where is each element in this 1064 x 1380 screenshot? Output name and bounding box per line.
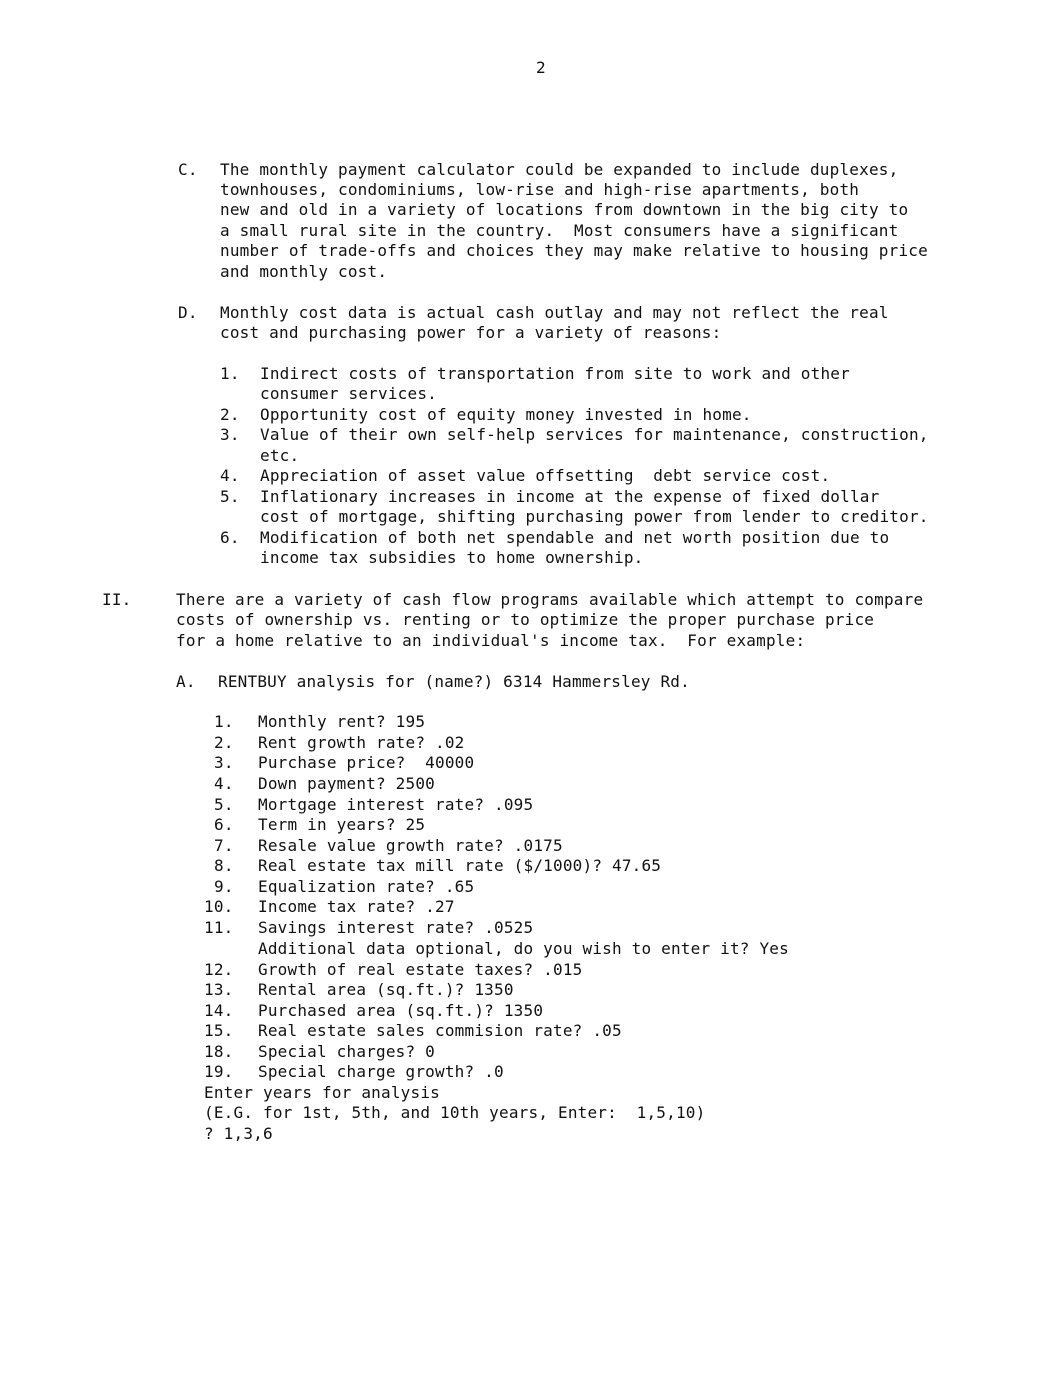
reason-number: 6. [220, 528, 240, 547]
prompt-text: Equalization rate? .65 [258, 877, 475, 896]
analysis-footer-line: (E.G. for 1st, 5th, and 10th years, Enter: 1,5,10) [204, 1103, 706, 1122]
reason-number: 3. [220, 425, 240, 444]
prompt-number: 12. [204, 960, 234, 979]
prompt-number: 2. [214, 733, 234, 752]
prompt-number: 19. [204, 1062, 234, 1081]
analysis-footer-line: ? 1,3,6 [204, 1124, 273, 1143]
reason-text: income tax subsidies to home ownership. [260, 548, 644, 567]
prompt-number: 11. [204, 918, 234, 937]
prompt-number: 10. [204, 897, 234, 916]
reason-number: 5. [220, 487, 240, 506]
section-a-label: A. [176, 672, 196, 691]
prompt-number: 15. [204, 1021, 234, 1040]
prompt-text: Rental area (sq.ft.)? 1350 [258, 980, 514, 999]
section-c-line: new and old in a variety of locations from downtown in the big city to [220, 200, 909, 219]
prompt-number: 5. [214, 795, 234, 814]
prompt-number: 3. [214, 753, 234, 772]
prompt-text: Purchased area (sq.ft.)? 1350 [258, 1001, 544, 1020]
section-c-label: C. [178, 160, 198, 179]
section-c-line: townhouses, condominiums, low-rise and high-rise apartments, both [220, 180, 860, 199]
prompt-number: 13. [204, 980, 234, 999]
section-ii-line: There are a variety of cash flow programs available which attempt to compare [176, 590, 924, 609]
prompt-text: Real estate sales commision rate? .05 [258, 1021, 622, 1040]
prompt-text: Down payment? 2500 [258, 774, 435, 793]
prompt-number: 1. [214, 712, 234, 731]
reason-text: consumer services. [260, 384, 437, 403]
prompt-number: 9. [214, 877, 234, 896]
prompt-number: 7. [214, 836, 234, 855]
reason-text: Inflationary increases in income at the expense of fixed dollar [260, 487, 880, 506]
prompt-text: Rent growth rate? .02 [258, 733, 465, 752]
prompt-text: Purchase price? 40000 [258, 753, 475, 772]
section-d-label: D. [178, 303, 198, 322]
reason-text: Appreciation of asset value offsetting debt service cost. [260, 466, 831, 485]
section-c-line: The monthly payment calculator could be expanded to include duplexes, [220, 160, 899, 179]
prompt-number: 6. [214, 815, 234, 834]
prompt-text: Additional data optional, do you wish to enter it? Yes [258, 939, 789, 958]
section-ii-line: for a home relative to an individual's income tax. For example: [176, 631, 806, 650]
prompt-text: Special charges? 0 [258, 1042, 435, 1061]
reason-text: Opportunity cost of equity money invested in home. [260, 405, 752, 424]
prompt-text: Special charge growth? .0 [258, 1062, 504, 1081]
prompt-text: Savings interest rate? .0525 [258, 918, 534, 937]
prompt-number: 8. [214, 856, 234, 875]
prompt-number: 18. [204, 1042, 234, 1061]
section-ii-line: costs of ownership vs. renting or to optimize the proper purchase price [176, 610, 875, 629]
reason-number: 4. [220, 466, 240, 485]
reason-text: Value of their own self-help services for maintenance, construction, [260, 425, 929, 444]
reason-text: cost of mortgage, shifting purchasing power from lender to creditor. [260, 507, 929, 526]
section-c-line: a small rural site in the country. Most consumers have a significant [220, 221, 899, 240]
reason-text: Indirect costs of transportation from site to work and other [260, 364, 850, 383]
section-c-line: number of trade-offs and choices they may make relative to housing price [220, 241, 928, 260]
analysis-footer-line: Enter years for analysis [204, 1083, 440, 1102]
prompt-text: Resale value growth rate? .0175 [258, 836, 563, 855]
prompt-text: Income tax rate? .27 [258, 897, 455, 916]
prompt-number: 4. [214, 774, 234, 793]
reason-text: Modification of both net spendable and net worth position due to [260, 528, 890, 547]
page-number: 2 [536, 58, 546, 77]
prompt-text: Monthly rent? 195 [258, 712, 426, 731]
section-c-line: and monthly cost. [220, 262, 388, 281]
reason-number: 1. [220, 364, 240, 383]
prompt-number: 14. [204, 1001, 234, 1020]
section-d-line: Monthly cost data is actual cash outlay and may not reflect the real [220, 303, 889, 322]
section-a-title: RENTBUY analysis for (name?) 6314 Hammersley Rd. [218, 672, 690, 691]
prompt-text: Growth of real estate taxes? .015 [258, 960, 583, 979]
prompt-text: Real estate tax mill rate ($/1000)? 47.65 [258, 856, 662, 875]
section-d-line: cost and purchasing power for a variety of reasons: [220, 323, 722, 342]
prompt-text: Mortgage interest rate? .095 [258, 795, 534, 814]
reason-text: etc. [260, 446, 300, 465]
reason-number: 2. [220, 405, 240, 424]
section-ii-label: II. [102, 590, 132, 609]
prompt-text: Term in years? 25 [258, 815, 426, 834]
